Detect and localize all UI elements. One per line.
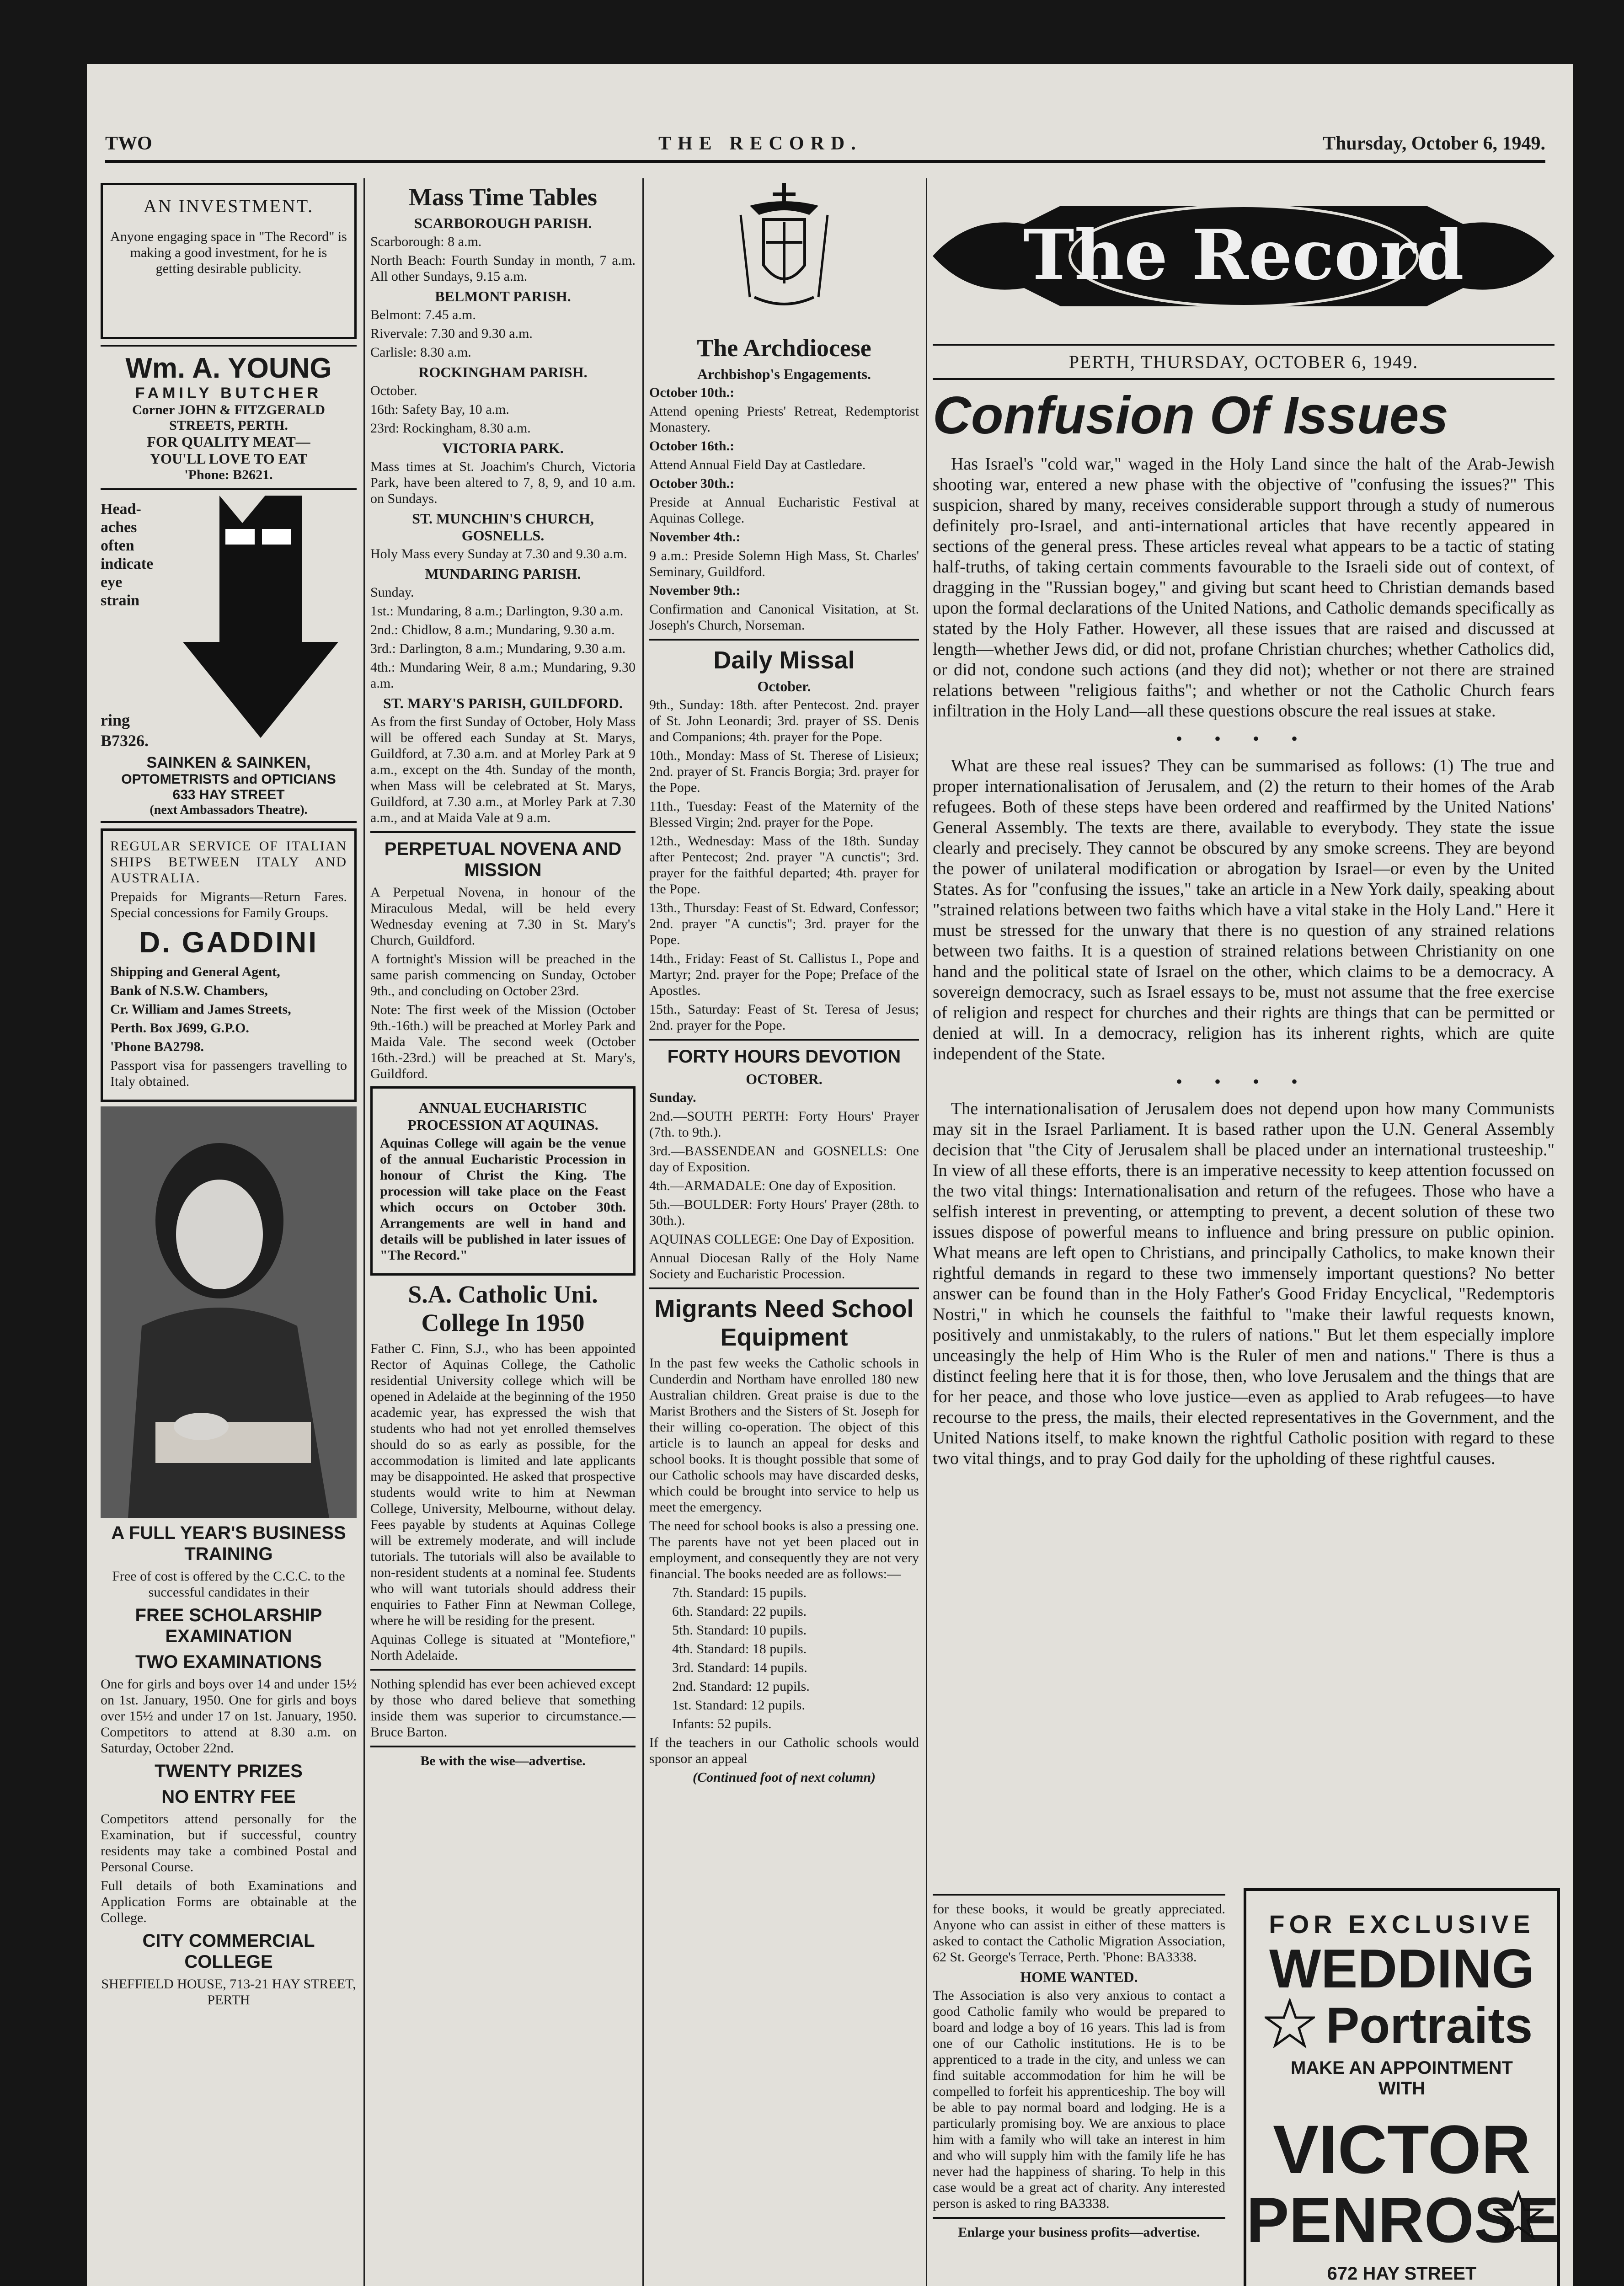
missal-month: October. [757,678,811,694]
editorial-paragraph: The internationalisation of Jerusalem does not depend upon how many Communists may sit in the Israel Parliament. It is based rather upon the U.N. General Assembly decision that "the City of Jerusalem shall be placed under an international trusteeship." In view of all these efforts, there is an imperative necessity to keep attention focussed on the two vital things: Internationalisation and return of the refugees. Those who have a selfish interest in preventing, or attempting to prevent, a decent solution of these two issues dispose of powerful means to influence and bring pressure on public opinion. What means are left open to Christians, and principally Catholics, to make known their rightful demands in regard to these two immensely important questions? No better answer can be found than in the Holy Father's Good Friday Encyclical, "Redemptoris Nostri," in which he counsels the faithful to "make their lawful requests known, positively and unmistakably, to the rulers of nations." But let them especially implore unceasingly the help of Him Who is the Ruler of men and nations." There is thus a distinct feeling here that it is for those, then, who love Jerusalem and the things that are for her peace, and those who love justice—even as applied to Arab refugees—to have recourse to the press, the mails, their elected representatives in the Government, and the United Nations itself, to make known the rightful Catholic position with regard to these two vital things, and to pray God daily for the upholding of these rightful causes. [933,1099,1555,1468]
list-item: 7th. Standard: 15 pupils. [672,1585,807,1600]
ring-text: ring [101,711,130,729]
ad-line: WITH [1378,2078,1426,2099]
ad-wedding: WEDDING [1269,1938,1534,1999]
optometrist-address: 633 HAY STREET [172,787,285,802]
optometrist-name: SAINKEN & SAINKEN, [146,754,311,771]
editorial [933,454,1555,1469]
butcher-slogan: FOR QUALITY MEAT— [147,433,310,450]
optometrist-next: (next Ambassadors Theatre). [150,803,308,817]
list-item: 4th. Standard: 18 pupils. [672,1641,807,1656]
gaddini-foot: Passport visa for passengers travelling to Italy obtained. [110,1058,347,1089]
novena-text: A fortnight's Mission will be preached in the same parish commencing on Sunday, October 9th., and concluding on October 23rd. [370,951,636,999]
ad-portraits: Portraits [1325,1998,1533,2054]
continued-column [933,1888,1225,2243]
phone-number: B7326. [101,732,149,750]
gaddini-body2: Bank of N.S.W. Chambers, [110,983,268,998]
advertise-slogan: Be with the wise—advertise. [420,1753,586,1768]
forty-hours-title: FORTY HOURS DEVOTION [667,1047,901,1067]
ad-penrose: PENROSE [1246,2184,1560,2256]
fee-head: NO ENTRY FEE [161,1787,296,1807]
home-wanted-body: The Association is also very anxious to contact a good Catholic family who would be prepared to board and lodge a boy of 16 years. This lad is from one of our Catholic institutions. He is to be apprenticed to a trade in the city, and unless we can find suitable accommodation for him he will be compelled to forfeit his apprenticeship. The boy will be able to pay normal board and lodging. He is a particularly promising boy. We are anxious to place him with a family who will take an interest in him and who will supply him with the family life he has never had the happiness of sharing. To help in this case would be a great act of charity. Any interested person is asked to ring BA3338. [933,1988,1225,2211]
mass-time: Carlisle: 8.30 a.m. [370,345,471,360]
list-item: Infants: 52 pupils. [672,1716,772,1731]
butcher-address: Corner JOHN & FITZGERALD STREETS, PERTH. [132,402,325,433]
mass-time: 1st.: Mundaring, 8 a.m.; Darlington, 9.30 a.m. [370,604,624,619]
divider [933,1894,1225,1896]
college-intro: Free of cost is offered by the C.C.C. to the successful candidates in their [112,1569,345,1600]
paper-name: THE RECORD. [658,133,862,154]
engagement-date: November 9th.: [649,583,741,598]
forty-hours-entry: 4th.—ARMADALE: One day of Exposition. [649,1178,896,1193]
column-1 [101,178,357,2011]
investment-ad [101,183,357,339]
engagement-text: Attend opening Priests' Retreat, Redemptorist Monastery. [649,404,919,435]
archdiocese-title: The Archdiocese [697,334,871,362]
parish-head: ROCKINGHAM PARISH. [418,364,588,380]
migrants-title: Migrants Need School Equipment [654,1295,914,1351]
sa-college-body: Father C. Finn, S.J., who has been appointed Rector of Aquinas College, the Catholic residential University college which will be opened in Adelaide at the beginning of the 1950 academic year, has expressed the wish that students who had not yet enrolled themselves should do so as early as possible, for the accommodation is limited and late applicants may be disappointed. He asked that prospective students would write to him at Newman College, University, Melbourne, without delay. Fees payable by students at Aquinas College will be extremely moderate, and will include tutorials. The tutorials will also be available to non-resident students at a nominal fee. Students who will want tutorials should address their enquiries to Father Finn at Newman College, where he will be residing for the present. [370,1341,636,1628]
sa-college-title: S.A. Catholic Uni. College In 1950 [408,1281,598,1336]
parish-head: SCARBOROUGH PARISH. [414,215,592,231]
missal-title: Daily Missal [713,646,855,674]
exams-body: One for girls and boys over 14 and under 15½ on 1st. January, 1950. One for girls and boys over 15½ and under 17 on 1st. January, 1950. Competitors to attend at 8.30 a.m. on Saturday, October 22nd. [101,1677,357,1756]
engagement-text: 9 a.m.: Preside Solemn High Mass, St. Charles' Seminary, Guildford. [649,548,919,579]
gaddini-body1: Shipping and General Agent, [110,964,280,979]
migrants-body: If the teachers in our Catholic schools would sponsor an appeal [649,1735,919,1766]
novena-title: PERPETUAL NOVENA AND MISSION [384,839,622,880]
star-icon [1493,2190,1544,2241]
forty-hours-entry: AQUINAS COLLEGE: One Day of Exposition. [649,1232,914,1247]
page-number: TWO [105,133,152,154]
gaddini-line: Prepaids for Migrants—Return Fares. Special concessions for Family Groups. [110,889,347,920]
home-wanted-head: HOME WANTED. [1020,1969,1138,1985]
procession-head: ANNUAL EUCHARISTIC PROCESSION AT AQUINAS. [407,1100,598,1133]
missal-entry: 12th., Wednesday: Mass of the 18th. Sunday after Pentecost; 2nd. prayer "A cunctis"; 3rd. prayer for the faithful departed; 4th. prayer for the Pope. [649,833,919,897]
divider [649,1287,919,1289]
sa-college-body: Aquinas College is situated at "Montefiore," North Adelaide. [370,1632,636,1663]
college-ad [101,1522,357,2008]
missal-entry: 13th., Thursday: Feast of St. Edward, Confessor; 2nd. prayer "A cunctis"; 3rd. prayer for the Pope. [649,900,919,947]
parish-head: ST. MARY'S PARISH, GUILDFORD. [383,695,623,711]
gaddini-phone: 'Phone BA2798. [110,1039,204,1054]
investment-body: Anyone engaging space in "The Record" is making a good investment, for he is getting desirable publicity. [110,229,347,276]
mass-times-title: Mass Time Tables [408,183,598,211]
divider [933,378,1555,380]
list-item: 6th. Standard: 22 pupils. [672,1604,807,1619]
optometrist-ad [101,496,357,816]
divider [101,821,357,823]
engagement-date: October 30th.: [649,476,735,491]
butcher-slogan2: YOU'LL LOVE TO EAT [150,450,308,467]
mass-time: As from the first Sunday of October, Holy Mass will be offered each Sunday at St. Marys, Guildford, at 7.30 a.m. and at Morley Park at 9 a.m., except on the 4th. Sunday of the month, when Mass will be celebrated at St. Marys, Guildford, at 7.30 a.m., at Morley Park at 7.30 a.m., and at Maida Vale at 9 a.m. [370,714,636,825]
lower-right-section [933,1888,1560,2286]
column-rule [363,178,365,2286]
mass-time: Holy Mass every Sunday at 7.30 and 9.30 a.m. [370,546,627,561]
face-arrow-icon [169,496,343,742]
column-2 [370,178,636,1772]
engagement-text: Preside at Annual Eucharistic Festival at Aquinas College. [649,495,919,526]
migrants-body: The need for school books is also a pressing one. The parents have not yet been placed out in employment, and consequently they are not very financial. The books needed are as follows:— [649,1518,919,1581]
list-item: 5th. Standard: 10 pupils. [672,1623,807,1638]
divider [933,344,1555,346]
mass-time: North Beach: Fourth Sunday in month, 7 a.m. All other Sundays, 9.15 a.m. [370,253,636,284]
continued-note: (Continued foot of next column) [692,1770,876,1785]
procession-body: Aquinas College will again be the venue of the annual Eucharistic Procession in honour of Christ the King. The procession will take place on the Feast which occurs on October 30th. Arrangements are well in hand and details will be published in later issues of "The Record." [380,1136,626,1263]
gaddini-body4: Perth. Box J699, G.P.O. [110,1020,249,1036]
divider [370,1669,636,1671]
forty-hours-month: OCTOBER. [746,1071,823,1087]
continued-text: for these books, it would be greatly appreciated. Anyone who can assist in either of these matters is asked to contact the Catholic Migration Association, 62 St. George's Terrace, Perth. 'Phone: BA3338. [933,1901,1225,1965]
mass-time: Sunday. [370,585,414,600]
mass-time: Scarborough: 8 a.m. [370,234,482,249]
issue-date: Thursday, October 6, 1949. [1323,133,1545,154]
gaddini-body3: Cr. William and James Streets, [110,1002,291,1017]
mass-time: Belmont: 7.45 a.m. [370,307,476,322]
butcher-line: FAMILY BUTCHER [135,385,322,402]
ad-address: 672 HAY STREET [1327,2264,1477,2284]
section-dots: • • • • [1175,1071,1311,1092]
parish-head: BELMONT PARISH. [435,288,571,304]
woman-photo [101,1106,357,1518]
running-header [105,133,1545,163]
procession-box [370,1086,636,1276]
list-item: 2nd. Standard: 12 pupils. [672,1679,810,1694]
editorial-title: Confusion Of Issues [933,385,1448,445]
engagement-text: Attend Annual Field Day at Castledare. [649,457,866,472]
mass-time: 3rd.: Darlington, 8 a.m.; Mundaring, 9.30 a.m. [370,641,626,656]
exams-head: TWO EXAMINATIONS [135,1652,322,1672]
list-item: 1st. Standard: 12 pupils. [672,1698,805,1713]
divider [101,345,357,347]
forty-hours-entry: 5th.—BOULDER: Forty Hours' Prayer (28th. to 30th.). [649,1197,919,1228]
migrants-body: In the past few weeks the Catholic schools in Cunderdin and Northam have enrolled 180 new Australian children. Great praise is due to the Marist Brothers and the Sisters of St. Joseph for their willing co-operation. The object of this article is to launch an appeal for desks and school books. It is thought possible that some of our Catholic schools may have discarded desks, which could be brought into service to help us meet the emergency. [649,1356,919,1515]
headaches-text: Head-aches often indicate eye strain [101,501,154,609]
engagements-head: Archbishop's Engagements. [697,366,871,382]
mass-time: Rivervale: 7.30 and 9.30 a.m. [370,326,533,341]
mass-time: 23rd: Rockingham, 8.30 a.m. [370,421,531,436]
prizes-head: TWENTY PRIZES [155,1761,303,1781]
engagement-date: October 10th.: [649,385,735,400]
editorial-paragraph: What are these real issues? They can be summarised as follows: (1) The true and proper internationalisation of Jerusalem, and (2) the return to their homes of the Arab refugees. Both of these steps have been ordered and reaffirmed by the United Nations' General Assembly. The texts are there, available to everybody. They state the issue clearly and precisely. They cannot be obscured by any smoke screens. They are beyond the power of unilateral modification or abrogation by Israel—or even by the United States. As for "confusing the issues," take an article in a New York daily, speaking about "strained relations between two faiths which have a vital stake in the Holy Land." Here it must be stressed for the unwary that there is no question of any strained relations between two faiths. It is a question of strained relations between Christianity on one hand and the political state of Israel on the other, which claims to be a democracy. A sovereign democracy, such as Israel essays to be, must not assume that the free exercise of religion and respect for churches and their rights are things that can be permitted or denied at will. In a democracy, religion has its inherent rights, which are quite independent of the State. [933,756,1555,1063]
novena-text: Note: The first week of the Mission (October 9th.-16th.) will be preached at Morley Park and Maida Vale. The second week (October 16th.-23rd.) will be preached at St. Mary's, Guildford. [370,1002,636,1081]
missal-entry: 14th., Friday: Feast of St. Callistus I., Pope and Martyr; 2nd. prayer for the Pope; Preface of the Apostles. [649,951,919,998]
engagement-date: October 16th.: [649,438,735,454]
ad-line: MAKE AN APPOINTMENT [1291,2058,1513,2078]
missal-entry: 15th., Saturday: Feast of St. Teresa of Jesus; 2nd. prayer for the Pope. [649,1002,919,1033]
missal-entry: 9th., Sunday: 18th. after Pentecost. 2nd. prayer of St. John Leonardi; 3rd. prayer of SS. Denis and Companions; 4th. prayer for the Pope. [649,697,919,744]
forty-hours-entry: Annual Diocesan Rally of the Holy Name Society and Eucharistic Procession. [649,1250,919,1282]
details-body: Full details of both Examinations and Application Forms are obtainable at the College. [101,1878,357,1925]
engagement-text: Confirmation and Canonical Visitation, at St. Joseph's Church, Norseman. [649,602,919,633]
mass-time: Mass times at St. Joachim's Church, Victoria Park, have been altered to 7, 8, 9, and 10 a.m. on Sundays. [370,459,636,506]
college-name: CITY COMMERCIAL COLLEGE [142,1931,315,1972]
novena-text: A Perpetual Novena, in honour of the Miraculous Medal, will be held every Wednesday evening at 7.30 in St. Mary's Church, Guildford. [370,885,636,948]
masthead-title: The Record [1023,215,1464,295]
quote: Nothing splendid has ever been achieved except by those who dared believe that something inside them was superior to circumstance.—Bruce Barton. [370,1677,636,1740]
list-item: 3rd. Standard: 14 pupils. [672,1660,807,1675]
missal-entry: 11th., Tuesday: Feast of the Maternity of the Blessed Virgin; 2nd. prayer for the Pope. [649,799,919,830]
pupil-list [649,1585,919,1732]
ad-line: FOR EXCLUSIVE [1269,1910,1535,1939]
scholarship-head: FREE SCHOLARSHIP EXAMINATION [135,1605,322,1646]
butcher-ad [101,352,357,483]
column-4 [933,178,1555,1472]
forty-hours-entry: 3rd.—BASSENDEAN and GOSNELLS: One day of Exposition. [649,1143,919,1175]
photo-illustration [101,1106,357,1518]
forty-hours-entry: 2nd.—SOUTH PERTH: Forty Hours' Prayer (7th. to 9th.). [649,1109,919,1140]
divider [649,639,919,641]
gaddini-name: D. GADDINI [139,926,318,959]
ad-victor: VICTOR [1273,2111,1531,2188]
parish-head: ST. MUNCHIN'S CHURCH, GOSNELLS. [412,510,594,544]
investment-title: AN INVESTMENT. [143,196,314,216]
editorial-paragraph: Has Israel's "cold war," waged in the Holy Land since the halt of the Arab-Jewish shooting war, entered a new phase with the objective of "confusing the issues?" This suspicion, shared by many, receives considerable support through a study of numerous definitely pro-Israel, and anti-international articles that have recently appeared in sections of the general press. These articles reveal what appears to be a tactic of stating half-truths, of taking certain comments favourable to the Israeli side out of context, of dragging in the "Russian bogey," and giving but scant heed to Christian demands based upon the formal declarations of the United Nations, and Catholic demands specifically as stated by the Holy Father. However, all these issues that are raised and discussed at length—whether Jews did, or did not, profane Christian churches; whether Catholics did, or did not, condone such actions (and they did not); whether or not there are strained relations between "religious faiths"; and whether or not the Catholic Church fears infiltration in the Holy Land—all these questions obscure the real issues at stake. [933,454,1555,721]
gaddini-ad [101,828,357,1102]
mass-time: 2nd.: Chidlow, 8 a.m.; Mundaring, 9.30 a.m. [370,622,615,637]
newspaper-page [87,64,1573,2286]
divider [370,831,636,833]
engagement-date: November 4th.: [649,529,741,545]
column-rule [642,178,644,2286]
parish-head: MUNDARING PARISH. [425,566,581,582]
divider [933,2217,1225,2219]
divider [101,488,357,490]
mass-time: 16th: Safety Bay, 10 a.m. [370,402,509,417]
mass-time: October. [370,383,417,398]
college-headline: A FULL YEAR'S BUSINESS TRAINING [111,1523,346,1564]
column-3 [649,178,919,1788]
column-rule [926,178,927,2286]
masthead [933,187,1555,338]
divider [649,1039,919,1041]
dateline: PERTH, THURSDAY, OCTOBER 6, 1949. [1068,352,1419,372]
archbishop-crest-icon [732,178,837,329]
missal-entry: 10th., Monday: Mass of St. Therese of Lisieux; 2nd. prayer of St. Francis Borgia; 3rd. prayer for the Pope. [649,748,919,795]
competitors-body: Competitors attend personally for the Examination, but if successful, country residents may take a combined Postal and Personal Course. [101,1811,357,1875]
gaddini-top: REGULAR SERVICE OF ITALIAN SHIPS BETWEEN ITALY AND AUSTRALIA. [110,839,347,886]
penrose-ad [1244,1888,1560,2286]
section-dots: • • • • [1175,728,1311,749]
parish-head: VICTORIA PARK. [442,440,564,456]
college-address: SHEFFIELD HOUSE, 713-21 HAY STREET, PERTH [101,1976,356,2008]
enlarge-slogan: Enlarge your business profits—advertise. [958,2225,1200,2240]
butcher-phone: 'Phone: B2621. [184,467,273,482]
optometrist-title: OPTOMETRISTS and OPTICIANS [121,772,336,787]
mass-time: 4th.: Mundaring Weir, 8 a.m.; Mundaring, 9.30 a.m. [370,660,636,691]
forty-hours-entry: Sunday. [649,1090,696,1105]
star-icon [1265,1998,1315,2049]
butcher-name: Wm. A. YOUNG [125,353,332,384]
divider [370,1746,636,1747]
